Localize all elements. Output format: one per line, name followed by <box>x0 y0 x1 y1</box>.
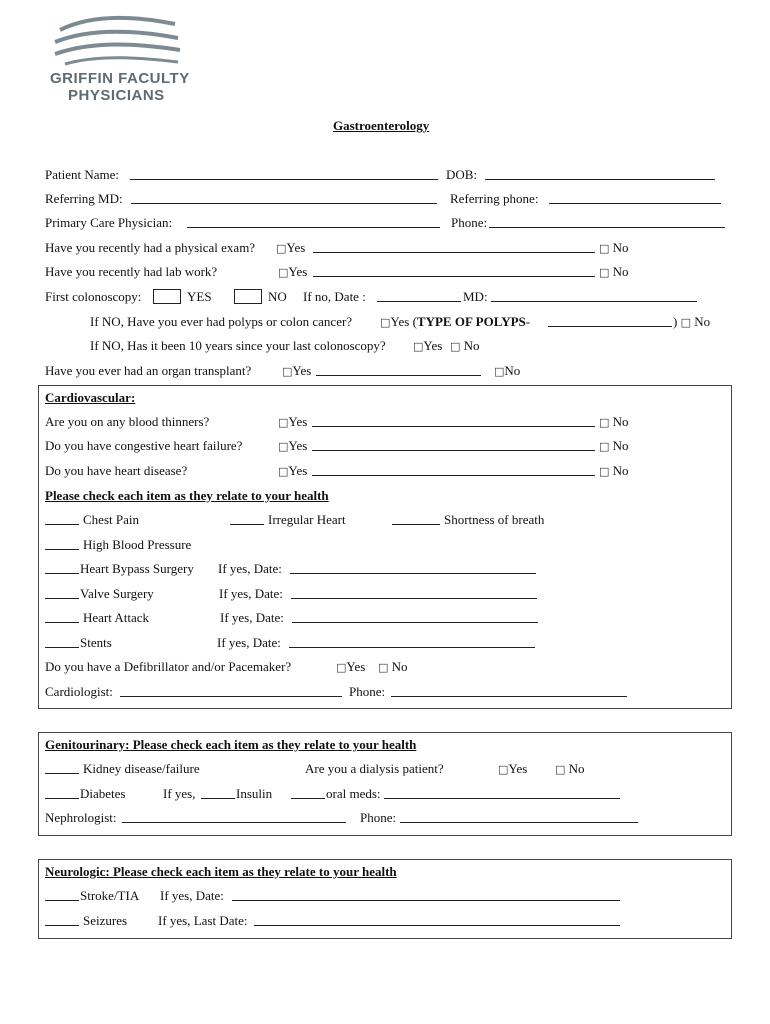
checkbox-icon: □ <box>378 661 389 674</box>
checkbox-icon: □ <box>680 316 691 329</box>
cardio-check-heading: Please check each item as they relate to your health <box>45 488 329 503</box>
dob-field[interactable] <box>485 179 715 180</box>
pcp-phone-field[interactable] <box>489 227 725 228</box>
ten-years-no[interactable]: □ No <box>450 338 480 353</box>
ten-years-question: If NO, Has it been 10 years since your last colonoscopy? <box>90 338 386 353</box>
page-title: Gastroenterology <box>333 118 430 133</box>
colonoscopy-no-label: NO <box>268 289 287 304</box>
heart-attack-date-field[interactable] <box>292 622 538 623</box>
diabetes-if-yes: If yes, <box>163 786 196 801</box>
checkbox-icon: □ <box>278 266 289 279</box>
referring-phone-field[interactable] <box>549 203 721 204</box>
transplant-yes[interactable]: □Yes <box>282 363 312 378</box>
referring-md-label: Referring MD: <box>45 191 123 206</box>
colonoscopy-yes-checkbox[interactable] <box>153 289 181 304</box>
seizures-date-field[interactable] <box>254 925 620 926</box>
defib-no[interactable]: □ No <box>378 659 408 674</box>
oral-meds-check[interactable] <box>291 798 325 799</box>
sob-label: Shortness of breath <box>444 512 545 527</box>
transplant-line[interactable] <box>316 375 481 376</box>
checkbox-icon: □ <box>599 242 610 255</box>
checkbox-icon: □ <box>380 316 391 329</box>
logo <box>50 10 190 105</box>
patient-name-field[interactable] <box>130 179 438 180</box>
nephrologist-phone-label: Phone: <box>360 810 397 825</box>
chf-no[interactable]: □ No <box>599 438 629 453</box>
polyps-yes[interactable]: □Yes (TYPE OF POLYPS- <box>380 314 531 329</box>
bypass-date-field[interactable] <box>290 573 536 574</box>
physical-exam-no[interactable]: □ No <box>599 240 629 255</box>
dialysis-no[interactable]: □ No <box>555 761 585 776</box>
heart-attack-label: Heart Attack <box>83 610 150 625</box>
lab-work-question: Have you recently had lab work? <box>45 264 218 279</box>
checkbox-icon: □ <box>336 661 347 674</box>
defib-question: Do you have a Defibrillator and/or Pacemaker? <box>45 659 292 674</box>
heart-disease-yes[interactable]: □Yes <box>278 463 308 478</box>
blood-thinners-yes[interactable]: □Yes <box>278 414 308 429</box>
cardiologist-phone-label: Phone: <box>349 684 386 699</box>
checkbox-icon: □ <box>278 440 289 453</box>
lab-work-yes[interactable]: □Yes <box>278 264 308 279</box>
pcp-phone-label: Phone: <box>451 215 488 230</box>
lab-work-no[interactable]: □ No <box>599 264 629 279</box>
kidney-check[interactable] <box>45 773 79 774</box>
dialysis-yes[interactable]: □Yes <box>498 761 528 776</box>
valve-label: Valve Surgery <box>80 586 154 601</box>
pcp-label: Primary Care Physician: <box>45 215 173 230</box>
checkbox-icon: □ <box>599 440 610 453</box>
heart-disease-line[interactable] <box>312 475 595 476</box>
nephrologist-label: Nephrologist: <box>45 810 117 825</box>
hbp-label: High Blood Pressure <box>83 537 192 552</box>
neurologic-heading: Neurologic: Please check each item as they relate to your health <box>45 864 397 879</box>
chf-question: Do you have congestive heart failure? <box>45 438 243 453</box>
physical-exam-question: Have you recently had a physical exam? <box>45 240 256 255</box>
logo-waves-icon <box>50 10 185 70</box>
colonoscopy-md-field[interactable] <box>491 301 697 302</box>
colonoscopy-md-label: MD: <box>463 289 488 304</box>
checkbox-icon: □ <box>278 465 289 478</box>
stents-date-field[interactable] <box>289 647 535 648</box>
referring-md-field[interactable] <box>131 203 437 204</box>
sob-check[interactable] <box>392 524 440 525</box>
oral-meds-label: oral meds: <box>326 786 381 801</box>
diabetes-check[interactable] <box>45 798 79 799</box>
colonoscopy-date-field[interactable] <box>377 301 461 302</box>
ten-years-yes[interactable]: □Yes <box>413 338 443 353</box>
checkbox-icon: □ <box>599 465 610 478</box>
pcp-field[interactable] <box>187 227 440 228</box>
chf-line[interactable] <box>312 450 595 451</box>
checkbox-icon: □ <box>599 266 610 279</box>
checkbox-icon: □ <box>282 365 293 378</box>
heart-disease-question: Do you have heart disease? <box>45 463 188 478</box>
blood-thinners-question: Are you on any blood thinners? <box>45 414 210 429</box>
cardiovascular-heading: Cardiovascular: <box>45 390 136 405</box>
stents-date-label: If yes, Date: <box>217 635 281 650</box>
type-of-polyps-label: TYPE OF POLYPS <box>416 314 526 329</box>
blood-thinners-no[interactable]: □ No <box>599 414 629 429</box>
colonoscopy-yes-label: YES <box>187 289 212 304</box>
transplant-question: Have you ever had an organ transplant? <box>45 363 252 378</box>
oral-meds-field[interactable] <box>384 798 620 799</box>
patient-name-label: Patient Name: <box>45 167 120 182</box>
cardiologist-field[interactable] <box>120 696 342 697</box>
if-no-date-label: If no, Date : <box>303 289 366 304</box>
valve-check[interactable] <box>45 598 79 599</box>
stroke-check[interactable] <box>45 900 79 901</box>
valve-date-field[interactable] <box>291 598 537 599</box>
checkbox-icon: □ <box>278 416 289 429</box>
physical-exam-yes[interactable]: □Yes <box>276 240 306 255</box>
stroke-label: Stroke/TIA <box>80 888 140 903</box>
referring-phone-label: Referring phone: <box>450 191 539 206</box>
insulin-check[interactable] <box>201 798 235 799</box>
bypass-date-label: If yes, Date: <box>218 561 282 576</box>
checkbox-icon: □ <box>498 763 509 776</box>
chest-pain-label: Chest Pain <box>83 512 139 527</box>
valve-date-label: If yes, Date: <box>219 586 283 601</box>
bypass-label: Heart Bypass Surgery <box>80 561 194 576</box>
stroke-date-label: If yes, Date: <box>160 888 224 903</box>
blood-thinners-line[interactable] <box>312 426 595 427</box>
seizures-check[interactable] <box>45 925 79 926</box>
lab-work-line[interactable] <box>313 276 595 277</box>
logo-line1: GRIFFIN FACULTY <box>50 70 190 87</box>
seizures-label: Seizures <box>83 913 128 928</box>
irregular-heart-label: Irregular Heart <box>268 512 346 527</box>
genitourinary-heading: Genitourinary: Please check each item as they relate to your health <box>45 737 417 752</box>
insulin-label: Insulin <box>236 786 273 801</box>
polyps-no[interactable]: ) □ No <box>673 314 711 329</box>
heart-disease-no[interactable]: □ No <box>599 463 629 478</box>
physical-exam-line[interactable] <box>313 252 595 253</box>
stroke-date-field[interactable] <box>232 900 620 901</box>
colonoscopy-no-checkbox[interactable] <box>234 289 262 304</box>
checkbox-icon: □ <box>494 365 505 378</box>
heart-attack-date-label: If yes, Date: <box>220 610 284 625</box>
dob-label: DOB: <box>446 167 478 182</box>
irregular-heart-check[interactable] <box>230 524 264 525</box>
checkbox-icon: □ <box>276 242 287 255</box>
kidney-label: Kidney disease/failure <box>83 761 200 776</box>
checkbox-icon: □ <box>413 340 424 353</box>
cardiologist-label: Cardiologist: <box>45 684 113 699</box>
stents-check[interactable] <box>45 647 79 648</box>
first-colonoscopy-label: First colonoscopy: <box>45 289 142 304</box>
hbp-check[interactable] <box>45 549 79 550</box>
chest-pain-check[interactable] <box>45 524 79 525</box>
stents-label: Stents <box>80 635 112 650</box>
dialysis-question: Are you a dialysis patient? <box>305 761 444 776</box>
polyps-type-field[interactable] <box>548 326 672 327</box>
checkbox-icon: □ <box>599 416 610 429</box>
bypass-check[interactable] <box>45 573 79 574</box>
checkbox-icon: □ <box>450 340 461 353</box>
cardiologist-phone-field[interactable] <box>391 696 627 697</box>
diabetes-label: Diabetes <box>80 786 126 801</box>
transplant-no[interactable]: □No <box>494 363 521 378</box>
nephrologist-phone-field[interactable] <box>400 822 638 823</box>
checkbox-icon: □ <box>555 763 566 776</box>
chf-yes[interactable]: □Yes <box>278 438 308 453</box>
heart-attack-check[interactable] <box>45 622 79 623</box>
polyps-question: If NO, Have you ever had polyps or colon cancer? <box>90 314 353 329</box>
seizures-date-label: If yes, Last Date: <box>158 913 248 928</box>
logo-line2: PHYSICIANS <box>68 87 165 104</box>
defib-yes[interactable]: □Yes <box>336 659 366 674</box>
nephrologist-field[interactable] <box>122 822 346 823</box>
